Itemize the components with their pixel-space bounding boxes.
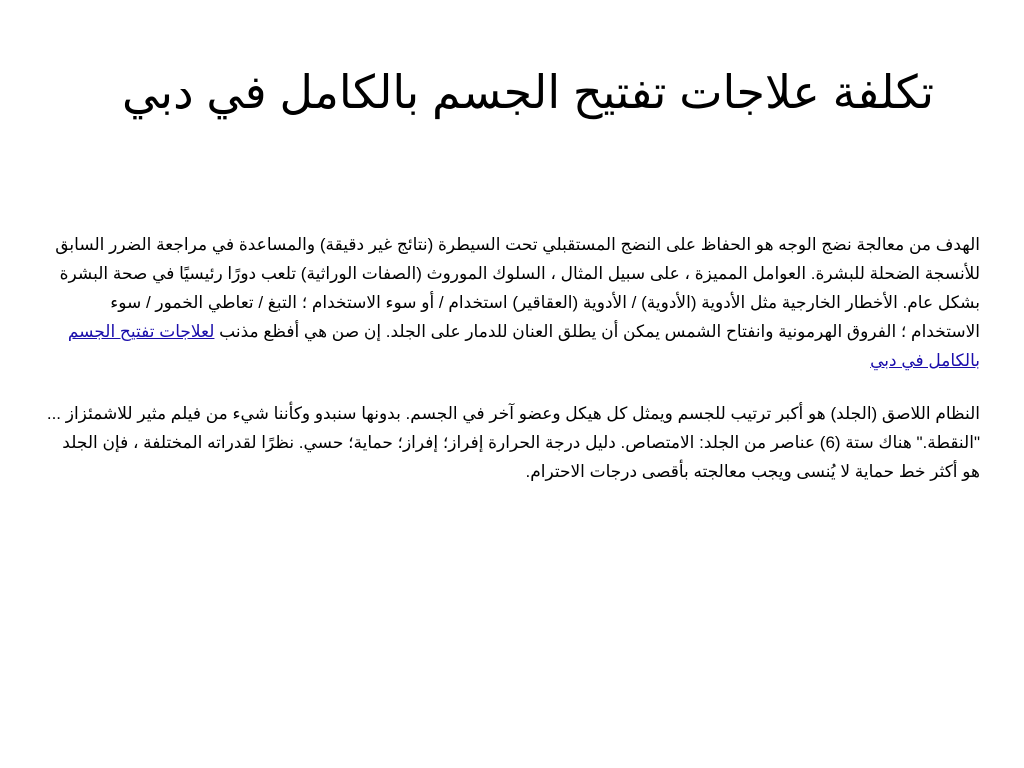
paragraph-2: النظام اللاصق (الجلد) هو أكبر ترتيب للجسم ويمثل كل هيكل وعضو آخر في الجسم. بدونها سنبدو وكأننا شيء من فيلم مثير للاشمئزاز ... "النقطة." هناك ستة (6) عناصر من الجلد: الامتصاص. دليل درجة الحرارة إفراز؛ إفراز؛ حماية؛ حسي. نظرًا لقدراته المختلفة ، فإن الجلد هو أكثر خط حماية لا يُنسى ويجب معالجته بأقصى درجات الاحترام. — [46, 404, 980, 481]
paragraph-1-text: الهدف من معالجة نضج الوجه هو الحفاظ على النضج المستقبلي تحت السيطرة (نتائج غير دقيقة) والمساعدة في مراجعة الضرر السابق للأنسجة الضحلة للبشرة. العوامل المميزة ، على سبيل المثال ، السلوك الموروث (الصفات الوراثية) تلعب دورًا رئيسيًا في صحة البشرة بشكل عام. الأخطار الخارجية مثل الأدوية (الأدوية) / الأدوية (العقاقير) استخدام / أو سوء الاستخدام ؛ التبغ / تعاطي الخمور / سوء الاستخدام ؛ الفروق الهرمونية وانفتاح الشمس يمكن أن يطلق العنان للدمار على الجلد. إن صن هي أفظع مذنب — [55, 235, 980, 341]
treatment-link[interactable]: لعلاجات تفتيح الجسم بالكامل في دبي — [67, 322, 980, 370]
slide-body — [44, 230, 980, 510]
paragraph-1 — [44, 230, 980, 375]
page-title: تكلفة علاجات تفتيح الجسم بالكامل في دبي — [121, 66, 934, 118]
